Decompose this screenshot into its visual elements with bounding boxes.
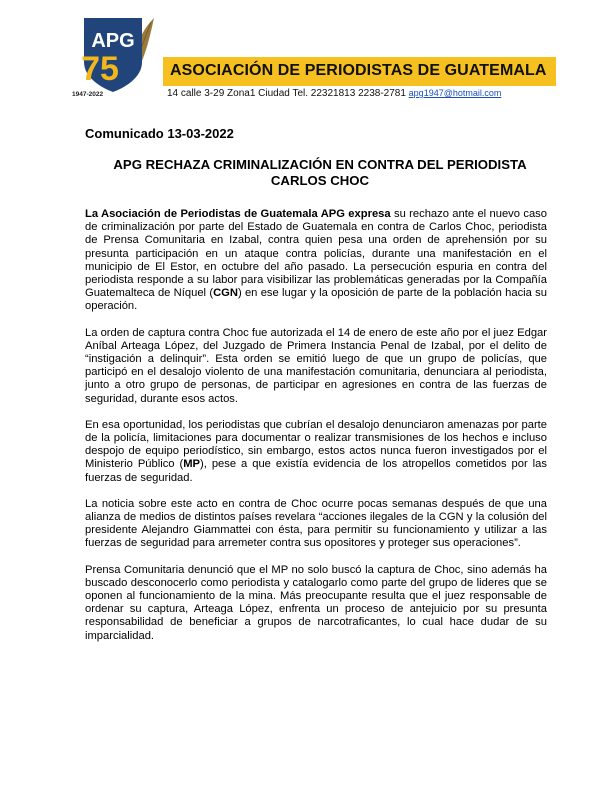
logo-abbr: APG	[91, 30, 135, 52]
org-name: ASOCIACIÓN DE PERIODISTAS DE GUATEMALA	[170, 62, 547, 79]
paragraph-1: La Asociación de Periodistas de Guatemala APG expresa su rechazo ante el nuevo caso de criminalización por parte del Estado de Guatemala en contra de Carlos Choc, periodista de Prensa Comunitaria en Izabal, contra quien pesa una orden de aprehensión por su presunta participación en un ataque contra policías, durante una manifestación en el municipio de El Estor, en octubre del año pasado. La persecución espuria en contra del periodista responde a su labor para visibilizar las problemáticas generadas por la Compañía Guatemalteca de Níquel (CGN) en ese lugar y la oposición de parte de la población hacia su operación.	[85, 208, 548, 313]
logo-years: 1947-2022	[72, 91, 104, 98]
logo-number: 75	[81, 50, 119, 88]
paragraph-2: La orden de captura contra Choc fue autorizada el 14 de enero de este año por el juez Edgar Aníbal Arteaga López, del Juzgado de Primera Instancia Penal de Izabal, por el delito de “instigación a delinquir”. Esta orden se emitió luego de que un grupo de policías, que participó en el desalojo violento de una manifestación comunitaria, denunciara al periodista, junto a otro grupo de personas, de participar en agresiones en contra de las fuerzas de seguridad, durante esos actos.	[85, 326, 547, 405]
paragraph-5: Prensa Comunitaria denunció que el MP no solo buscó la captura de Choc, sino además ha buscado desconocerlo como periodista y catalogarlo como parte del grupo de lideres que se oponen al funcionamiento de la mina. Más preocupante resulta que el juez responsable de ordenar su captura, Arteaga López, enfrenta un proceso de antejuicio por su presunta responsabilidad de beneficiar a grupos de narcotraficantes, lo cual hace dudar de su imparcialidad.	[85, 563, 547, 642]
document-body	[85, 208, 547, 656]
contact-address: 14 calle 3-29 Zona1 Ciudad Tel. 22321813 2238-2781	[167, 88, 409, 99]
contact-line	[167, 88, 501, 99]
headline: APG RECHAZA CRIMINALIZACIÓN EN CONTRA DEL PERIODISTA CARLOS CHOC	[113, 157, 527, 188]
comunicado-label: Comunicado 13-03-2022	[85, 126, 234, 141]
paragraph-3: En esa oportunidad, los periodistas que cubrían el desalojo denunciaron amenazas por parte de la policía, limitaciones para documentar o realizar transmisiones de los hechos e incluso despojo de equipo periodístico, sin embargo, estos actos nunca fueron investigados por el Ministerio Público (MP), pese a que existía evidencia de los atropellos cometidos por las fuerzas de seguridad.	[85, 418, 547, 484]
paragraph-1-bold: La Asociación de Periodistas de Guatemala APG expresa	[85, 208, 391, 220]
paragraph-4: La noticia sobre este acto en contra de Choc ocurre pocas semanas después de que una alianza de medios de distintos países revelara “acciones ilegales de la CGN y la colusión del presidente Alejandro Giammattei con ésta, para permitir su funcionamiento y utilizar a las fuerzas de seguridad para arremeter contra sus opositores y proteger sus operaciones”.	[85, 497, 547, 550]
email-link[interactable]: apg1947@hotmail.com	[408, 88, 502, 98]
apg-75-logo	[70, 14, 160, 98]
